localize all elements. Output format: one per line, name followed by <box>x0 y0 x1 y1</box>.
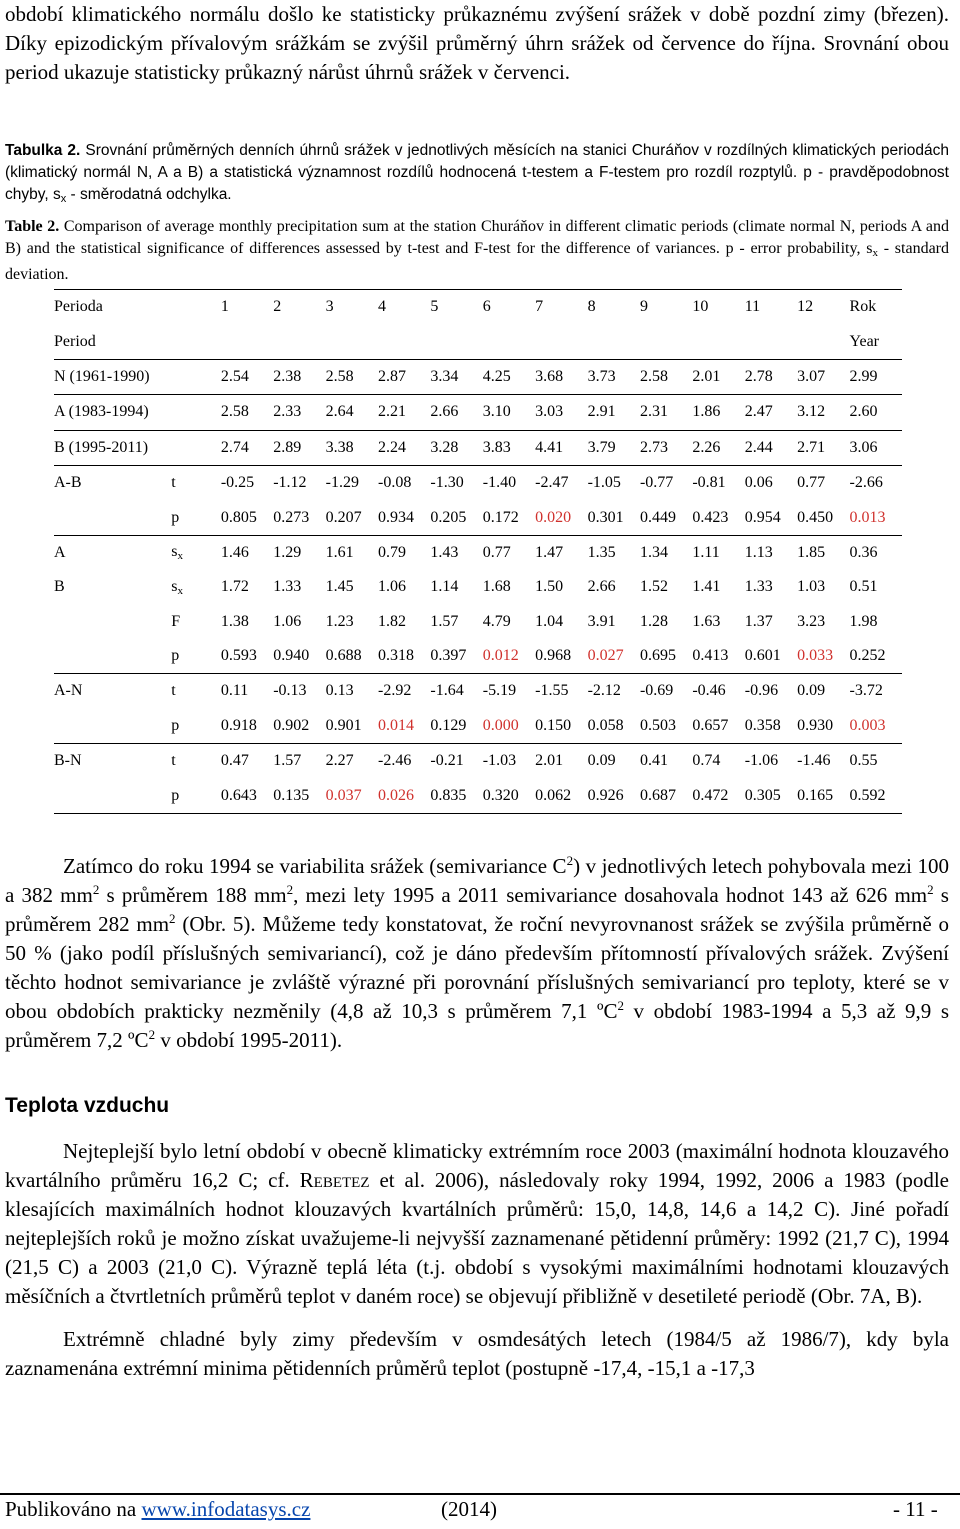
row-stat <box>171 744 221 779</box>
header-empty <box>430 324 482 359</box>
table-cell: 0.77 <box>482 543 511 561</box>
table-cell: 0.940 <box>273 639 325 674</box>
table-cell: 0.320 <box>483 778 535 813</box>
row-stat <box>171 465 221 500</box>
table-cell: 0.205 <box>430 500 482 535</box>
table-cell: 0.601 <box>745 639 797 674</box>
superscript: 2 <box>617 998 624 1013</box>
table-cell: 0.449 <box>640 500 692 535</box>
table-cell: 2.58 <box>640 359 692 394</box>
table-cell: -0.21 <box>430 752 464 770</box>
table-cell: 1.52 <box>639 578 668 596</box>
table-cell: 2.44 <box>745 430 797 465</box>
table-cell: 2.54 <box>221 359 273 394</box>
row-stat <box>171 535 221 570</box>
row-label: N (1961-1990) <box>54 359 171 394</box>
header-month: 8 <box>588 290 640 325</box>
table-cell: 0.930 <box>797 709 849 744</box>
table-cell: 0.027 <box>588 639 640 674</box>
table-cell: 0.150 <box>535 709 587 744</box>
table-cell: 0.172 <box>483 500 535 535</box>
row-stat <box>171 709 221 744</box>
table-cell: 0.165 <box>797 778 849 813</box>
table-cell: 1.23 <box>325 612 354 630</box>
header-month: 10 <box>692 290 744 325</box>
table-cell: -2.47 <box>535 474 569 492</box>
text-seg: (Obr. 5). Můžeme tedy konstatovat, že roční nevyrovnanost srážek se zvýšila průměrně o 50 % (jako podíl příslušných semivariancí), což je dáno především přítomností přívalových srážek. Zvýšení těchto hodnot semivariance je zvláště výrazné při porovnání příslušných semivariancí pro teploty, které se v obou obdobích prakticky nezměnily (4,8 až 10,3 s průměrem 7,1 ºC <box>5 912 949 1023</box>
row-label: A-B <box>54 474 82 492</box>
table-row <box>54 359 902 394</box>
header-empty <box>640 324 692 359</box>
row-stat <box>171 500 221 535</box>
table-cell: 0.41 <box>639 752 668 770</box>
data-table <box>54 289 902 814</box>
table-cell: 0.037 <box>326 778 378 813</box>
text-seg: s průměrem 188 mm <box>99 883 287 907</box>
table-cell: 0.000 <box>483 709 535 744</box>
table-cell: -1.05 <box>587 474 621 492</box>
header-empty <box>378 324 430 359</box>
table-cell: 2.99 <box>850 359 902 394</box>
superscript: 2 <box>148 1027 156 1042</box>
header-empty <box>483 324 535 359</box>
table-cell: 0.273 <box>273 500 325 535</box>
superscript: 2 <box>927 882 934 897</box>
table-cell: 1.86 <box>692 395 744 430</box>
table-cell: 0.003 <box>850 709 902 744</box>
table-cell: 1.46 <box>220 543 249 561</box>
table-cell: 2.91 <box>588 395 640 430</box>
table-cell: 0.503 <box>640 709 692 744</box>
header-period-cz: Perioda <box>54 290 171 325</box>
table-cell: 3.10 <box>483 395 535 430</box>
table-cell: 2.01 <box>692 359 744 394</box>
table-cell: 0.318 <box>378 639 430 674</box>
header-month: 4 <box>378 290 430 325</box>
row-label: A (1983-1994) <box>54 395 171 430</box>
table-row <box>54 500 902 535</box>
superscript: 2 <box>92 882 100 897</box>
temperature-paragraph-1 <box>5 1137 949 1311</box>
table-cell: 0.968 <box>535 639 587 674</box>
table-cell: 0.835 <box>430 778 482 813</box>
table-cell: -3.72 <box>849 682 883 700</box>
row-stat <box>171 605 221 639</box>
table-cell: 1.98 <box>849 612 878 630</box>
text-seg: , mezi lety 1995 a 2011 semivariance dosahovala hodnot 143 až 626 mm <box>293 883 928 907</box>
table-cell: 0.695 <box>640 639 692 674</box>
stat-symbol: t <box>171 752 176 770</box>
table-cell: 0.643 <box>221 778 273 813</box>
stat-subscript: x <box>177 584 183 597</box>
table-cell: 2.60 <box>850 395 902 430</box>
table-cell: 1.41 <box>692 578 721 596</box>
table-cell: 3.79 <box>588 430 640 465</box>
row-label <box>54 639 171 674</box>
caption-label-en: Table 2. <box>5 218 60 235</box>
table-cell: -1.40 <box>482 474 517 492</box>
table-cell: -2.12 <box>587 682 621 700</box>
table-cell: 3.23 <box>797 612 826 630</box>
table-cell: 0.934 <box>378 500 430 535</box>
table-cell: 1.72 <box>220 578 249 596</box>
table-cell: 1.11 <box>692 543 720 561</box>
table-cell: 1.33 <box>273 578 302 596</box>
table-row <box>54 744 902 779</box>
stat-symbol: s <box>171 577 178 595</box>
table-cell: 3.34 <box>430 359 482 394</box>
table-cell: -0.08 <box>378 474 412 492</box>
row-label <box>54 709 171 744</box>
table-cell: 0.592 <box>850 778 902 813</box>
table-header-row <box>54 324 902 359</box>
text-seg: ) v jednotlivých letech pohybovala mezi 100 a 382 mm <box>5 854 949 907</box>
caption-sub-cz: x <box>60 193 67 205</box>
table-cell: 2.33 <box>273 395 325 430</box>
table-cell: 3.83 <box>483 430 535 465</box>
table-cell: 0.301 <box>588 500 640 535</box>
table-cell: 3.91 <box>587 612 616 630</box>
table-cell: 1.35 <box>587 543 616 561</box>
table-cell: 4.25 <box>483 359 535 394</box>
header-empty <box>273 324 325 359</box>
table-cell: -5.19 <box>482 682 517 700</box>
table-row <box>54 639 902 674</box>
header-month: 6 <box>483 290 535 325</box>
row-label <box>54 778 171 813</box>
superscript: 2 <box>286 882 294 897</box>
semivariance-paragraph <box>5 852 949 1055</box>
table-cell: 1.04 <box>535 612 564 630</box>
table-cell: 0.688 <box>326 639 378 674</box>
table-cell: 1.57 <box>273 752 302 770</box>
table-cell: 0.805 <box>221 500 273 535</box>
table-cell: 0.014 <box>378 709 430 744</box>
table-cell: 1.50 <box>535 578 564 596</box>
header-empty <box>326 324 378 359</box>
table-cell: 0.36 <box>849 543 878 561</box>
text-seg: Zatímco do roku 1994 se variabilita srážek (semivariance C <box>63 854 567 878</box>
header-month: 9 <box>640 290 692 325</box>
author-name: Rebetez <box>299 1168 370 1192</box>
header-month: 12 <box>797 290 849 325</box>
table-cell: 3.68 <box>535 359 587 394</box>
table-cell: 4.79 <box>482 612 511 630</box>
table-row <box>54 778 902 813</box>
row-label <box>54 500 171 535</box>
table-cell: 3.38 <box>326 430 378 465</box>
table-cell: -0.46 <box>692 682 726 700</box>
row-label: B <box>54 578 65 596</box>
superscript: 2 <box>169 911 176 926</box>
table-cell: 2.27 <box>325 752 354 770</box>
table-cell: 2.31 <box>640 395 692 430</box>
stat-symbol: t <box>171 682 176 700</box>
row-stat <box>171 359 221 394</box>
table-cell: -2.92 <box>378 682 412 700</box>
header-year-cz: Rok <box>850 290 902 325</box>
table-caption-en <box>5 216 949 286</box>
table-header-row <box>54 290 902 325</box>
table-cell: 0.06 <box>744 474 773 492</box>
table-cell: -0.81 <box>692 474 726 492</box>
table-row <box>54 605 902 639</box>
table-cell: 1.57 <box>430 612 459 630</box>
row-stat <box>171 778 221 813</box>
table-cell: 0.902 <box>273 709 325 744</box>
table-cell: 2.24 <box>378 430 430 465</box>
header-month: 5 <box>430 290 482 325</box>
table-cell: 0.013 <box>850 500 902 535</box>
table-cell: 3.07 <box>797 359 849 394</box>
footer-divider <box>0 1493 960 1495</box>
table-cell: 0.129 <box>430 709 482 744</box>
row-stat <box>171 430 221 465</box>
table-cell: 0.593 <box>221 639 273 674</box>
table-cell: 1.45 <box>325 578 354 596</box>
table-cell: 1.43 <box>430 543 459 561</box>
table-cell: -0.13 <box>273 682 307 700</box>
text-seg: v období 1983-1994 a 5,3 až 9,9 s průměrem 7,2 ºC <box>5 999 949 1052</box>
header-empty <box>797 324 849 359</box>
table-cell: 2.66 <box>587 578 616 596</box>
table-cell: 0.305 <box>745 778 797 813</box>
caption-text-en: Comparison of average monthly precipitation sum at the station Churáňov in different climatic periods (climate normal N, periods A and B) and the statistical significance of differences assessed by t-test and F-test for the difference of variances. p - error probability, s <box>5 218 950 257</box>
table-cell: 0.55 <box>849 752 878 770</box>
caption-label-cz: Tabulka 2. <box>5 142 81 159</box>
text-seg: v období 1995-2011). <box>155 1028 343 1052</box>
caption-sub-en: x <box>872 247 878 259</box>
caption-text-en-end: - standard deviation. <box>5 240 950 283</box>
row-stat <box>171 674 221 709</box>
table-cell: 0.79 <box>378 543 406 561</box>
table-cell: 0.207 <box>326 500 378 535</box>
stat-symbol: p <box>171 716 180 734</box>
header-stat <box>171 290 221 325</box>
table-cell: -0.25 <box>220 474 255 492</box>
table-cell: 2.89 <box>273 430 325 465</box>
table-cell: 0.252 <box>850 639 902 674</box>
table-cell: 0.51 <box>849 578 878 596</box>
footer-year: (2014) <box>441 1497 497 1521</box>
table-cell: 2.73 <box>640 430 692 465</box>
table-cell: 1.28 <box>639 612 668 630</box>
table-cell: 1.61 <box>325 543 354 561</box>
table-cell: -2.66 <box>849 474 883 492</box>
table-cell: 3.06 <box>850 430 902 465</box>
stat-symbol: s <box>171 543 178 561</box>
header-month: 2 <box>273 290 325 325</box>
table-row <box>54 709 902 744</box>
table-cell: 3.12 <box>797 395 849 430</box>
table-cell: 1.33 <box>744 578 773 596</box>
table-row <box>54 570 902 604</box>
stat-symbol: p <box>171 647 180 665</box>
table-cell: 0.11 <box>220 682 249 700</box>
row-label: B (1995-2011) <box>54 430 171 465</box>
header-month: 11 <box>745 290 797 325</box>
table-cell: 3.28 <box>430 430 482 465</box>
table-cell: 0.926 <box>588 778 640 813</box>
table-cell: 0.062 <box>535 778 587 813</box>
table-cell: 0.918 <box>221 709 273 744</box>
table-cell: 0.657 <box>692 709 744 744</box>
header-month: 1 <box>221 290 273 325</box>
table-row <box>54 395 902 430</box>
table-cell: -1.30 <box>430 474 464 492</box>
header-month: 3 <box>326 290 378 325</box>
table-cell: 4.41 <box>535 430 587 465</box>
temperature-paragraphs <box>5 1137 949 1383</box>
table-cell: 2.47 <box>745 395 797 430</box>
table-cell: 0.472 <box>692 778 744 813</box>
table-cell: 0.358 <box>745 709 797 744</box>
header-year-en: Year <box>850 324 902 359</box>
table-cell: -1.03 <box>482 752 517 770</box>
table-cell: 2.71 <box>797 430 849 465</box>
table-cell: 1.82 <box>378 612 406 630</box>
footer-link[interactable]: www.infodatasys.cz <box>141 1497 311 1521</box>
table-cell: 0.020 <box>535 500 587 535</box>
text-seg: Nejteplejší bylo letní období v obecně klimaticky extrémním roce 2003 (maximální hodnota klouzavého kvartálního průměru 16,2 C; cf. <box>5 1139 949 1192</box>
header-empty <box>221 324 273 359</box>
footer-published <box>5 1497 310 1522</box>
superscript: 2 <box>566 853 574 868</box>
header-empty <box>745 324 797 359</box>
table-cell: 2.21 <box>378 395 430 430</box>
header-empty <box>588 324 640 359</box>
table-cell: 1.63 <box>692 612 721 630</box>
table-cell: 3.73 <box>588 359 640 394</box>
table-cell: 0.09 <box>797 682 826 700</box>
table-cell: 0.135 <box>273 778 325 813</box>
table-cell: 0.09 <box>587 752 616 770</box>
stat-symbol: t <box>171 474 176 492</box>
table-cell: 1.47 <box>535 543 564 561</box>
temperature-paragraph-2: Extrémně chladné byly zimy především v osmdesátých letech (1984/5 až 1986/7), kdy byla zaznamenána extrémní minima pětidenních průměrů teplot (postupně -17,4, -15,1 a -17,3 <box>5 1327 949 1380</box>
table-cell: 1.37 <box>744 612 773 630</box>
table-cell: 3.03 <box>535 395 587 430</box>
section-heading: Teplota vzduchu <box>5 1094 170 1117</box>
table-cell: 0.77 <box>797 474 826 492</box>
table-cell: 1.38 <box>220 612 249 630</box>
table-cell: -1.06 <box>744 752 779 770</box>
table-cell: 2.26 <box>692 430 744 465</box>
table-cell: 0.058 <box>588 709 640 744</box>
header-month: 7 <box>535 290 587 325</box>
table-cell: 0.033 <box>797 639 849 674</box>
row-stat <box>171 639 221 674</box>
table-cell: 1.06 <box>378 578 406 596</box>
table-cell: 1.29 <box>273 543 302 561</box>
table-cell: 1.06 <box>273 612 302 630</box>
row-label: A-N <box>54 682 83 700</box>
row-label: A <box>54 543 66 561</box>
table-cell: 0.47 <box>220 752 249 770</box>
table-cell: -1.12 <box>273 474 307 492</box>
table-row <box>54 430 902 465</box>
caption-text-cz: Srovnání průměrných denních úhrnů srážek v jednotlivých měsících na stanici Churáňov v rozdílných klimatických periodách (klimatický normál N, A a B) a statistická významnost rozdílů hodnocená t-testem a F-testem pro rozdíl rozptylů. p - pravděpodobnost chyby, s <box>5 142 949 203</box>
table-cell: 0.413 <box>692 639 744 674</box>
table-cell: 2.38 <box>273 359 325 394</box>
table-cell: 0.954 <box>745 500 797 535</box>
header-empty <box>692 324 744 359</box>
table-cell: 1.13 <box>744 543 773 561</box>
table-cell: -2.46 <box>378 752 412 770</box>
table-cell: -1.64 <box>430 682 464 700</box>
table-cell: 0.687 <box>640 778 692 813</box>
table-cell: 2.01 <box>535 752 564 770</box>
row-stat <box>171 570 221 604</box>
table-cell: -1.29 <box>325 474 359 492</box>
table-cell: -1.55 <box>535 682 569 700</box>
row-label: B-N <box>54 752 82 770</box>
caption-text-cz-end: - směrodatná odchylka. <box>66 186 232 203</box>
table-cell: 1.68 <box>482 578 511 596</box>
footer-page-number: - 11 - <box>893 1497 938 1521</box>
footer-published-label: Publikováno na <box>5 1497 142 1521</box>
table-cell: 1.34 <box>639 543 668 561</box>
stat-subscript: x <box>177 550 183 563</box>
table-cell: 2.66 <box>430 395 482 430</box>
table-cell: 0.74 <box>692 752 721 770</box>
table-row <box>54 465 902 500</box>
table-cell: 1.14 <box>430 578 459 596</box>
table-cell: 2.78 <box>745 359 797 394</box>
row-stat <box>171 395 221 430</box>
precipitation-table <box>54 289 902 814</box>
header-empty <box>171 324 221 359</box>
table-cell: 0.423 <box>692 500 744 535</box>
table-caption-cz <box>5 140 949 210</box>
header-period-en: Period <box>54 324 171 359</box>
text-seg: et al. 2006), následovaly roky 1994, 1992, 2006 a 1983 (podle klesajících maximálních hodnot klouzavých kvartálních průměrů: 15,0, 14,8, 14,6 a 14,2 C). Jiné pořadí nejteplejších roků je možno získat uvažujeme-li nejvyšší zaznamenané pětidenní průměry: 1992 (21,7 C), 1994 (21,5 C) a 2003 (21,0 C). Výrazně teplá léta (t.j. období s vysokými maximálními hodnotami klouzavých měsíčních a čtvrtletních průměrů teplot v daném roce) se objevují přibližně v desetileté periodě (Obr. 7A, B). <box>5 1168 949 1308</box>
table-cell: -1.46 <box>797 752 831 770</box>
table-cell: 0.901 <box>326 709 378 744</box>
stat-symbol: p <box>171 508 180 526</box>
row-label <box>54 605 171 639</box>
intro-paragraph: období klimatického normálu došlo ke statisticky průkaznému zvýšení srážek v době pozdní zimy (březen). Díky epizodickým přívalovým srážkám se zvýšil průměrný úhrn srážek od července do října. Srovnání obou period ukazuje statisticky průkazný nárůst úhrnů srážek v červenci. <box>5 2 949 84</box>
table-cell: -0.96 <box>744 682 779 700</box>
table-cell: 0.13 <box>325 682 354 700</box>
stat-symbol: F <box>171 612 181 630</box>
stat-symbol: p <box>171 786 180 804</box>
header-empty <box>535 324 587 359</box>
table-cell: 2.87 <box>378 359 430 394</box>
table-row <box>54 535 902 570</box>
table-cell: 1.03 <box>797 578 826 596</box>
table-cell: 0.026 <box>378 778 430 813</box>
table-cell: -0.77 <box>639 474 674 492</box>
table-cell: -0.69 <box>639 682 674 700</box>
table-cell: 2.74 <box>221 430 273 465</box>
table-cell: 0.450 <box>797 500 849 535</box>
text-seg: s průměrem 282 mm <box>5 883 949 936</box>
table-cell: 2.58 <box>221 395 273 430</box>
table-row <box>54 674 902 709</box>
table-cell: 0.397 <box>430 639 482 674</box>
table-cell: 1.85 <box>797 543 826 561</box>
table-cell: 2.58 <box>326 359 378 394</box>
table-cell: 2.64 <box>326 395 378 430</box>
table-cell: 0.012 <box>483 639 535 674</box>
